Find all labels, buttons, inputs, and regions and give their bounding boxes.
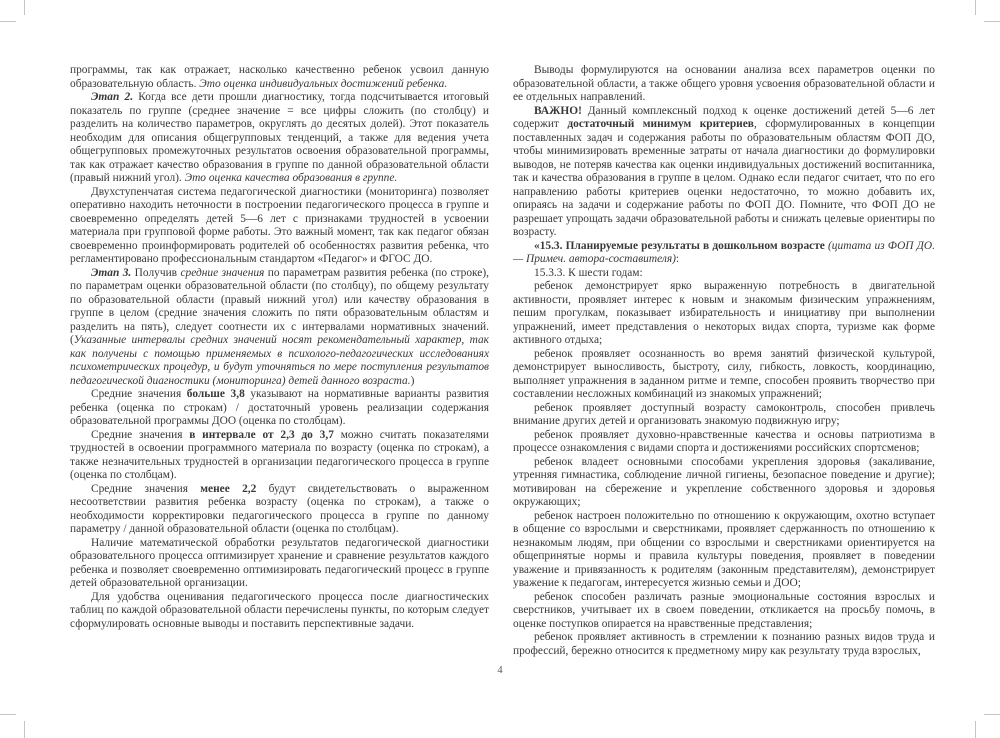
text-run: по параметрам развития ребенка (по строке), по параметрам оценки образовательной области (по столбцу), по общему результату по образовательной области (правый нижний угол) или качеству образования в группе в целом (средние значения сложить по пяти образовательным областям и разделить на пять), следует соотнести их с интервалами нормативных значений. ( — [70, 266, 492, 346]
text-run: можно считать показателями трудностей в освоении программного материала по возрасту (оценка по строкам), а также незначительных трудностей в организации педагогического процесса в группе (оценка по столбцам). — [70, 428, 492, 481]
paragraph — [513, 104, 938, 240]
paragraph — [513, 64, 938, 105]
column-right — [513, 64, 938, 658]
paragraph — [513, 267, 935, 281]
text-run: Средние значения — [91, 388, 187, 400]
crop-mark-bottom-left-horizontal — [0, 714, 16, 715]
text-run: ВАЖНО! — [534, 104, 582, 117]
text-run: Средние значения — [91, 482, 201, 495]
text-run: Получив — [131, 266, 181, 279]
text-run: (цитата из ФОП ДО. — Примеч. автора-составителя) — [513, 239, 938, 265]
text-run: ) — [410, 374, 415, 387]
paragraph — [513, 428, 938, 456]
crop-mark-top-right-vertical — [975, 0, 976, 15]
crop-mark-top-left-horizontal — [0, 21, 16, 22]
text-run: Указанные интервалы средних значений носят рекомендательный характер, так как получены с помощью применяемых в психолого-педагогических исследованиях психометрических процедур, и будут уточняться по мере поступления результатов педагогической диагностики (мониторинга) детей данного возраста. — [70, 334, 492, 387]
paragraph — [70, 91, 492, 186]
text-run: Средние значения — [91, 428, 190, 441]
text-run: ребенок способен различать разные эмоциональные состояния взрослых и сверстников, учитывает их в своем поведении, откликается на просьбу помочь, в оценке поступков опирается на нравственные представления; — [513, 590, 938, 630]
text-run: ребенок проявляет активность в стремлении к познанию разных видов труда и профессий, бережно относится к предметному миру как результату труда взрослых, — [513, 631, 938, 657]
crop-mark-bottom-left-vertical — [24, 721, 25, 738]
paragraph — [70, 64, 492, 91]
text-run: , сформулированных в концепции поставленных задач и содержания работы по образовательным областям ФОП ДО, чтобы минимизировать временные затраты от начала диагностики до формулировки выводов, не потеряв качества как оценки индивидуальных достижений воспитанника, так и качества образования в группе в целом. Однако если педагог считает, что по его направлению работы критериев оценки недостаточно, то можно добавить их, опираясь на задачи и содержание работы по ФОП ДО. Помните, что ФОП ДО не разрешает упрощать задачи образовательной работы и снижать целевые ориентиры по возрасту. — [513, 118, 938, 238]
text-run: ребенок владеет основными способами укрепления здоровья (закаливание, утренняя гимнастика, соблюдение личной гигиены, безопасное поведение и другие); мотивирован на сбережение и укрепление собственного здоровья и здоровья окружающих; — [513, 455, 938, 508]
paragraph — [70, 482, 492, 537]
paragraph — [70, 388, 492, 429]
paragraph — [513, 455, 938, 510]
crop-mark-bottom-right-horizontal — [984, 714, 1000, 715]
text-run: Этап 3. — [91, 266, 132, 279]
paragraph — [70, 185, 492, 267]
paragraph — [513, 347, 938, 402]
text-run: Наличие математической обработки результатов педагогической диагностики образовательного процесса оптимизирует хранение и сравнение результатов каждого ребенка и позволяет своевременно оптимизировать педагогический процесс в группе детей образовательной организации. — [70, 536, 492, 589]
text-run: достаточный минимум критериев — [567, 118, 754, 130]
text-run: больше 3,8 — [186, 388, 245, 400]
text-run: 15.3.3. К шести годам: — [534, 266, 643, 279]
text-run: ребенок проявляет осознанность во время занятий физической культурой, демонстрирует выносливость, быстроту, силу, гибкость, ловкость, координацию, выполняет упражнения в заданном ритме и темпе, способен проявить творчество при составлении несложных комбинаций из знакомых упражнений; — [513, 347, 938, 400]
paragraph — [513, 401, 938, 429]
page-number: 4 — [497, 665, 503, 676]
column-left — [70, 64, 492, 631]
text-run: : — [675, 253, 680, 265]
text-run: «15.3. Планируемые результаты в дошкольном возрасте — [534, 239, 829, 252]
paragraph — [513, 239, 938, 267]
paragraph — [513, 509, 938, 591]
text-run: в интервале от 2,3 до 3,7 — [189, 428, 334, 441]
text-run: менее 2,2 — [200, 482, 257, 495]
text-run: Это оценка качества образования в группе. — [184, 172, 398, 184]
paragraph — [70, 266, 492, 389]
crop-mark-top-left-vertical — [24, 0, 25, 15]
text-run: ребенок проявляет доступный возрасту самоконтроль, способен привлечь внимание других детей и организовать знакомую подвижную игру; — [513, 401, 938, 427]
text-run: ребенок настроен положительно по отношению к окружающим, охотно вступает в общение со взрослыми и сверстниками, проявляет сдержанность по отношению к незнакомым людям, при общении со взрослыми и сверстниками ориентируется на общепринятые нормы и правила культуры поведения, проявляет в поведении уважение и привязанность к родителям (законным представителям), демонстрирует уважение к педагогам, интересуется жизнью семьи и ДОО; — [513, 509, 938, 589]
paragraph — [513, 280, 938, 348]
text-run: ребенок демонстрирует ярко выраженную потребность в двигательной активности, проявляет интерес к новым и знакомым физическим упражнениям, пешим прогулкам, показывает избирательность и инициативу при выполнении упражнений, имеет представления о некоторых видах спорта, туризме как форме активного отдыха; — [513, 280, 938, 346]
paragraph — [70, 428, 492, 483]
text-run: Двухступенчатая система педагогической диагностики (мониторинга) позволяет оперативно находить неточности в построении педагогического процесса в группе и своевременно определять детей 5—6 лет с признаками трудностей в усвоении материала при групповой форме работы. Это важный момент, так как педагог обязан своевременно проинформировать родителей об особенностях развития ребенка, что регламентировано профессиональным стандартом «Педагог» и ФГОС ДО. — [70, 185, 492, 265]
paragraph — [70, 590, 492, 632]
text-run: указывают на нормативные варианты развития ребенка (оценка по строкам) / достаточный уровень реализации содержания образовательной программы ДОО (оценка по столбцам). — [70, 388, 492, 427]
text-run: средние значения — [180, 266, 265, 279]
text-run: Когда все дети прошли диагностику, тогда подсчитывается итоговый показатель по группе (среднее значение = все цифры сложить (по столбцу) и разделить на количество параметров, округлять до десятых долей). Этот показатель необходим для описания общегрупповых тенденций, а также для ведения учета общегрупповых промежуточных результатов освоения образовательной программы, так как отражает качество образования в группе по данной образовательной области (правый нижний угол). — [70, 91, 492, 184]
text-run: Этап 2. — [91, 91, 134, 103]
crop-mark-top-right-horizontal — [984, 21, 1000, 22]
text-run: Данный комплексный подход к оценке достижений детей 5—6 лет содержит — [513, 104, 938, 130]
text-run: Это оценка индивидуальных достижений ребенка. — [199, 77, 448, 90]
text-run: Для удобства оценивания педагогического процесса после диагностических таблиц по каждой образовательной области перечислены пункты, по которым следует сформулировать основные выводы и поставить перспективные задачи. — [70, 590, 492, 630]
paragraph — [513, 631, 938, 658]
text-run: Выводы формулируются на основании анализа всех параметров оценки по образовательной области, а также общего уровня усвоения образовательной области и ее отдельных направлений. — [513, 64, 938, 103]
paragraph — [513, 590, 938, 632]
crop-mark-bottom-right-vertical — [975, 721, 976, 738]
paragraph — [70, 536, 492, 591]
text-run: будут свидетельствовать о выраженном несоответствии развития ребенка возрасту (оценка по строкам), а также о необходимости корректировки педагогического процесса в группе по данному параметру / данной образовательной области (оценка по столбцам). — [70, 482, 492, 535]
text-run: программы, так как отражает, насколько качественно ребенок усвоил данную образовательную область. — [70, 64, 492, 90]
text-run: ребенок проявляет духовно-нравственные качества и основы патриотизма в процессе ознакомления с видами спорта и достижениями российских спортсменов; — [513, 428, 938, 454]
